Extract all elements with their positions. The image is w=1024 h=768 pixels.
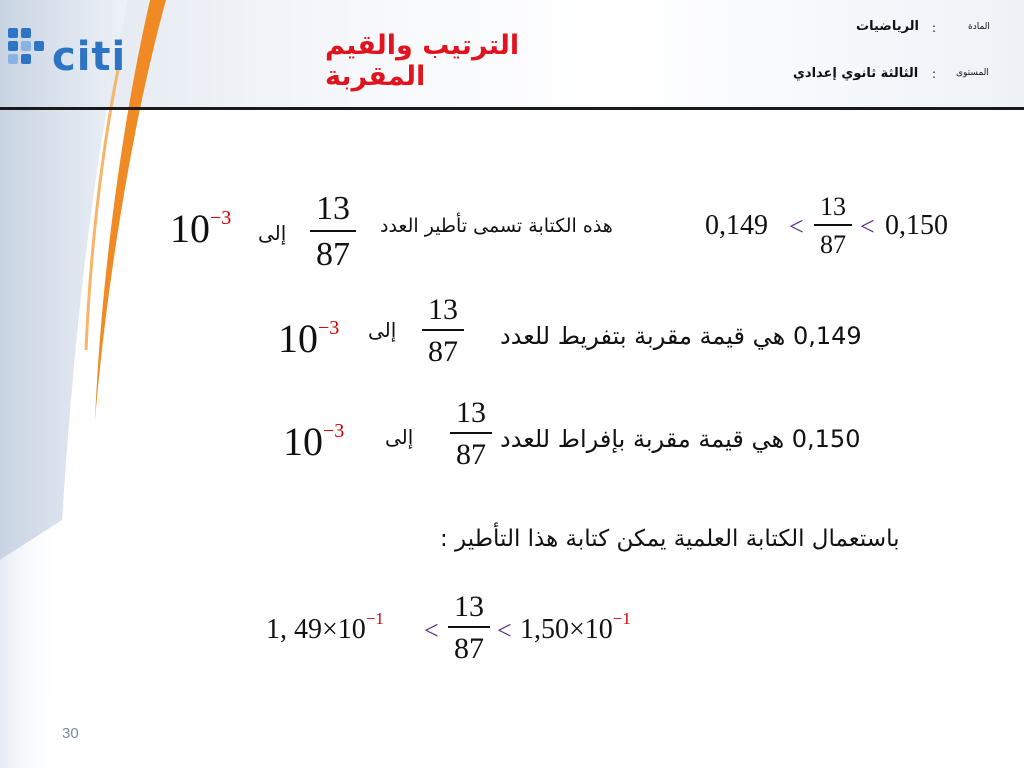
line2-to: إلى (368, 318, 397, 342)
line3-text (500, 425, 860, 453)
line5-less-than-2: < (497, 616, 512, 645)
subject-separator: : (932, 21, 937, 35)
line5-fraction (448, 592, 490, 664)
line5-lower-value: 1, 49×10 (266, 614, 366, 645)
line3-fraction-numerator: 13 (456, 396, 486, 429)
logo-text: citi (52, 34, 127, 80)
line5-lower (266, 609, 384, 646)
line1-fraction-denominator: 87 (820, 230, 846, 259)
line3-power-base: 10 (283, 419, 323, 464)
fraction-bar (310, 230, 356, 232)
page-number: 30 (62, 725, 79, 742)
line3-fraction (450, 398, 492, 470)
fraction-bar (448, 626, 490, 628)
slide-title: الترتيب والقيم المقربة (325, 30, 520, 92)
level-label: المستوى (956, 68, 989, 78)
level-separator: : (932, 67, 937, 81)
fraction-bar (422, 329, 464, 331)
level-value: الثالثة ثانوي إعدادي (793, 66, 919, 81)
line3-power-exponent: −3 (323, 420, 345, 442)
line1-less-than-2: < (789, 212, 804, 241)
line1-fraction-2-numerator: 13 (316, 190, 350, 227)
line1-text: هذه الكتابة تسمى تأطير العدد (380, 215, 613, 237)
line1-to: إلى (258, 221, 287, 245)
line5-fraction-denominator: 87 (454, 632, 484, 665)
line1-fraction (814, 194, 852, 258)
subject-value: الرياضيات (856, 19, 920, 34)
line2-power-exponent: −3 (318, 317, 340, 339)
line1-fraction-numerator: 13 (820, 192, 846, 221)
line5-less-than-1: < (424, 616, 439, 645)
line2-value: 0,149 (792, 322, 862, 350)
line1-lower-bound: 0,149 (705, 210, 768, 241)
line2-power (278, 315, 339, 362)
line5-upper-exponent: −1 (612, 609, 631, 628)
line1-fraction-2 (310, 192, 356, 272)
line1-power-base: 10 (170, 206, 210, 251)
line5-upper-value: 1,50×10 (520, 614, 613, 645)
line2-text (500, 322, 862, 350)
line1-power (170, 205, 231, 252)
line1-upper-bound: 0,150 (885, 210, 948, 241)
line2-fraction (422, 295, 464, 367)
line4-text: باستعمال الكتابة العلمية يمكن كتابة هذا التأطير : (440, 526, 900, 552)
header-divider (0, 107, 1024, 110)
line2-description: هي قيمة مقربة بتفريط للعدد (500, 322, 786, 350)
line5-lower-exponent: −1 (365, 609, 384, 628)
line2-fraction-denominator: 87 (428, 335, 458, 368)
line3-power (283, 418, 344, 465)
subject-label: المادة (968, 22, 990, 32)
line1-less-than-1: < (860, 212, 875, 241)
line3-value: 0,150 (791, 425, 861, 453)
line5-fraction-numerator: 13 (454, 590, 484, 623)
line2-power-base: 10 (278, 316, 318, 361)
line1-fraction-2-denominator: 87 (316, 236, 350, 273)
line3-description: هي قيمة مقربة بإفراط للعدد (500, 425, 785, 453)
fraction-bar (814, 224, 852, 226)
line5-upper (520, 609, 631, 646)
fraction-bar (450, 432, 492, 434)
line1-power-exponent: −3 (210, 207, 232, 229)
line2-fraction-numerator: 13 (428, 293, 458, 326)
citi-logo (8, 20, 128, 80)
line3-to: إلى (385, 425, 414, 449)
line3-fraction-denominator: 87 (456, 438, 486, 471)
